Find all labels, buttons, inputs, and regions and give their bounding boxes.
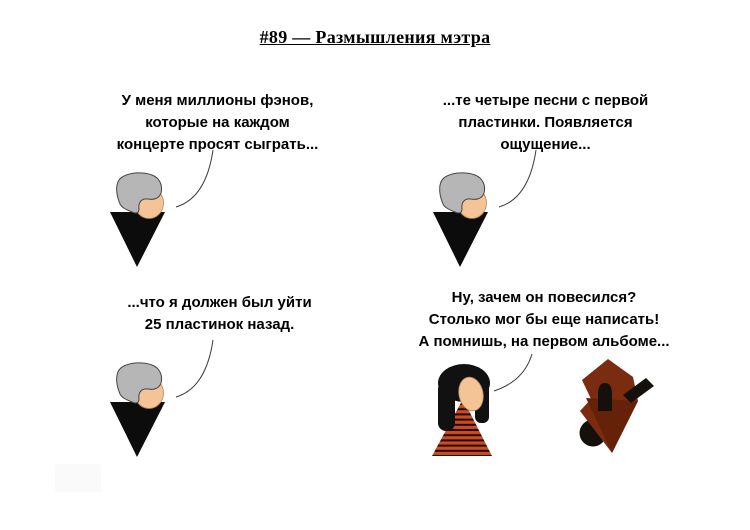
watermark-smudge <box>55 464 101 492</box>
speech-line: пластинки. Появляется <box>458 114 633 131</box>
speech-line: А помнишь, на первом альбоме... <box>418 333 670 350</box>
speech-line: концерте просят сыграть... <box>116 136 319 153</box>
speech-line: ощущение... <box>500 136 591 153</box>
speech-line: которые на каждом <box>145 114 290 131</box>
guitarist-figure-panel-4 <box>570 353 660 458</box>
speech-line: 25 пластинок назад. <box>144 316 295 333</box>
speech-line: ...что я должен был уйти <box>127 294 312 311</box>
speech-line: ...те четыре песни с первой <box>442 92 649 109</box>
comic-title: #89 — Размышления мэтра <box>259 27 491 47</box>
speech-panel-3 <box>57 292 382 336</box>
speech-tail-line <box>494 354 532 391</box>
maestro-figure-panel-1 <box>100 148 215 268</box>
guitarist-hood-opening <box>598 383 612 411</box>
speech-panel-1 <box>55 90 380 156</box>
speech-line: Столько мог бы еще написать! <box>428 311 660 328</box>
maestro-figure-panel-3 <box>100 338 215 458</box>
woman-figure-panel-4 <box>428 353 538 460</box>
speech-line: Ну, зачем он повесился? <box>451 289 637 306</box>
speech-line: У меня миллионы фэнов, <box>121 92 314 109</box>
maestro-figure-panel-2 <box>423 148 538 268</box>
speech-panel-4 <box>380 287 708 353</box>
speech-panel-2 <box>383 90 708 156</box>
